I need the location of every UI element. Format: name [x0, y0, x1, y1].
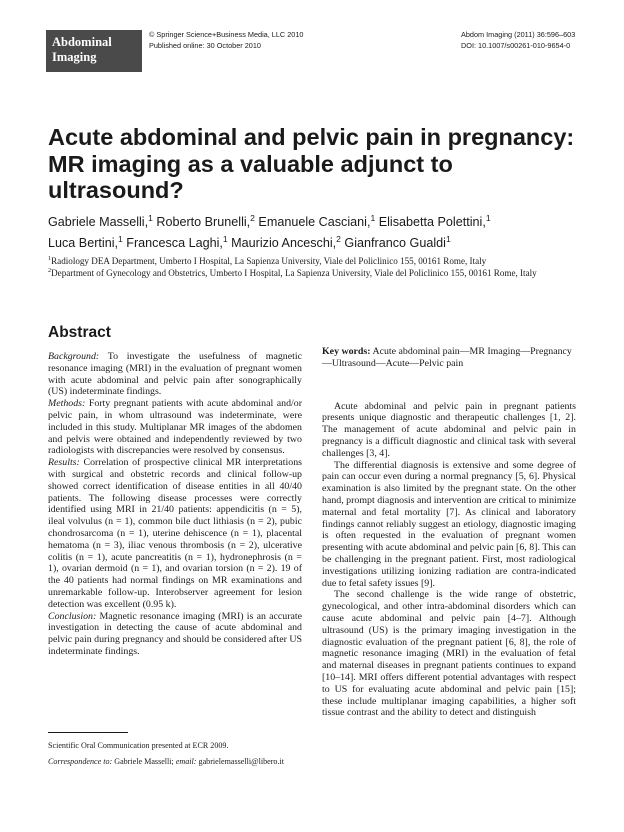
author-name: Elisabetta Polettini, [375, 215, 486, 229]
author-name: Gabriele Masselli, [48, 215, 149, 229]
footnote-divider [48, 732, 128, 733]
author-name: Roberto Brunelli, [152, 215, 251, 229]
abstract-conclusion [48, 611, 302, 658]
author-name: Maurizio Anceschi, [227, 236, 337, 250]
author-name: Emanuele Casciani, [254, 215, 371, 229]
doi-line[interactable]: DOI: 10.1007/s00261-010-9654-0 [461, 40, 571, 50]
affiliation-marker: 2 [250, 212, 255, 223]
affiliation-marker: 2 [336, 233, 341, 244]
keywords-text: Acute abdominal pain—MR Imaging—Pregnancy—Ultrasound—Acute—Pelvic pain [322, 346, 572, 369]
section-label: Results: [48, 457, 80, 469]
journal-citation [461, 30, 575, 51]
body-paragraph: The differential diagnosis is extensive and some degree of pain can occur even during a normal pregnancy [5, 6]. Physical examination is also limited by the pregnant state. On the other hand, prompt diagnosis and intervention are critical to minimize maternal and fetal mortality [7]. As clinical and laboratory findings cannot reliably suggest an etiology, diagnostic imaging is often requested in the evaluation of pregnant women presenting with acute abdominal and pelvic pain [6, 8]. This can be challenging in the pregnant patient. First, most radiological investigations utilizing ionizing radiation are contra-indicated due to fetal safety issues [9]. [322, 459, 576, 589]
title-line: Acute abdominal and pelvic pain in pregnancy: [48, 124, 575, 150]
correspondence-name: Gabriele Masselli; [112, 757, 176, 766]
publication-info [149, 30, 303, 51]
correspondence-note [48, 757, 284, 766]
author-name: Francesca Laghi, [122, 236, 223, 250]
section-label: Conclusion: [48, 610, 97, 622]
keywords-label: Key words: [322, 346, 371, 357]
author-name: Gianfranco Gualdi [340, 236, 446, 250]
affiliation-text: Department of Gynecology and Obstetrics, Umberto I Hospital, La Sapienza University, Viale del Policlinico 155, 00161 Rome, Italy [51, 267, 537, 278]
author-list [48, 212, 491, 254]
article-title [48, 124, 588, 204]
author-line-1 [48, 212, 491, 233]
body-column [322, 346, 576, 719]
author-name: Luca Bertini, [48, 236, 119, 250]
abstract-heading: Abstract [48, 324, 111, 341]
affiliation-marker: 1 [370, 212, 376, 223]
affiliation-text: Radiology DEA Department, Umberto I Hospital, La Sapienza University, Viale del Policlinico 155, 00161 Rome, Italy [51, 256, 487, 266]
affiliation-marker: 1 [118, 233, 123, 244]
affiliation-number: 1 [48, 254, 52, 262]
section-text: Correlation of prospective clinical MR interpretations with surgical and obstetric records and clinical follow-up showed correct identification of disease entities in all 40/40 patients. The following disease processes were correctly identified using MRI in 21/40 patients: appendicitis (n = 5), ileal volvulus (n = 1), common bile duct lithiasis (n = 2), pubic chondrosarcoma (n = 1), uterine dehiscence (n = 1), placental hematoma (n = 3), iliac venous thrombosis (n = 2), ulcerative colitis (n = 1), acute pancreatitis (n = 1), hydronephrosis (n = 1), ovarian dermoid (n = 1), and ovarian torsion (n = 2). 19 of the 40 patients had normal findings on MR examinations and unremarkable follow-up. Interobserver agreement for lesion detection was excellent (0.95 k). [48, 457, 302, 610]
body-paragraph: The second challenge is the wide range of obstetric, gynecological, and other intra-abdominal disorders which can cause acute abdominal and pelvic pain [4–7]. Although ultrasound (US) is the primary imaging investigation in the diagnostic evaluation of the pregnant patient [6, 8], the role of magnetic resonance imaging (MRI) in the evaluation of fetal and maternal diseases in pregnant patients continues to expand [10–14]. MRI offers different potential advantages with respect to US for evaluating acute abdominal and pelvic pain [15]; these include multiplanar imaging capabilities, a higher soft tissue contrast and the ability to detect and distinguish [322, 589, 576, 719]
abstract-results [48, 457, 302, 610]
abstract-methods [48, 398, 302, 457]
correspondence-label: Correspondence to: [48, 757, 113, 766]
section-text: Forty pregnant patients with acute abdominal and/or pelvic pain, in whom ultrasound was indeterminate, were included in this study. Multiplanar MR images of the abdomen and pelvis were obtained and independently reviewed by two radiologists with discrepancies were resolved by consensus. [48, 398, 302, 457]
title-line: ultrasound? [48, 177, 184, 203]
affiliation-2 [48, 268, 588, 280]
logo-line-1: Abdominal [52, 35, 112, 49]
citation-line: Abdom Imaging (2011) 36:596–603 [461, 30, 576, 39]
affiliation-1 [48, 256, 588, 268]
affiliation-marker: 1 [222, 233, 228, 244]
affiliation-marker: 1 [445, 233, 451, 244]
affiliations [48, 256, 588, 279]
body-paragraph: Acute abdominal and pelvic pain in pregnant patients presents unique diagnostic and therapeutic challenges [1, 2]. The management of acute abdominal and pelvic pain in pregnancy is a difficult diagnostic and clinical task with several challenges [3, 4]. [322, 400, 576, 459]
affiliation-number: 2 [48, 266, 52, 274]
keywords [322, 346, 576, 370]
email-address[interactable]: gabrielemasselli@libero.it [196, 757, 284, 766]
email-label: email: [175, 757, 197, 766]
author-line-2 [48, 233, 491, 254]
section-text: Magnetic resonance imaging (MRI) is an accurate investigation in detecting the cause of acute abdominal and pelvic pain during pregnancy and should be considered after US indeterminate findings. [48, 610, 302, 657]
journal-logo [46, 30, 142, 72]
affiliation-marker: 1 [148, 212, 153, 223]
section-label: Background: [48, 351, 100, 362]
logo-line-2: Imaging [52, 50, 97, 64]
published-online: Published online: 30 October 2010 [149, 40, 261, 50]
abstract-column [48, 351, 302, 658]
copyright-line: © Springer Science+Business Media, LLC 2010 [149, 30, 304, 39]
section-text: To investigate the usefulness of magnetic resonance imaging (MRI) in the evaluation of pregnant women with acute abdominal and pelvic pain after sonographically (US) indeterminate findings. [48, 351, 302, 398]
abstract-background [48, 351, 302, 398]
title-line: MR imaging as a valuable adjunct to [48, 150, 453, 177]
affiliation-marker: 1 [485, 212, 491, 223]
presentation-note: Scientific Oral Communication presented at ECR 2009. [48, 741, 229, 750]
section-label: Methods: [48, 398, 86, 410]
